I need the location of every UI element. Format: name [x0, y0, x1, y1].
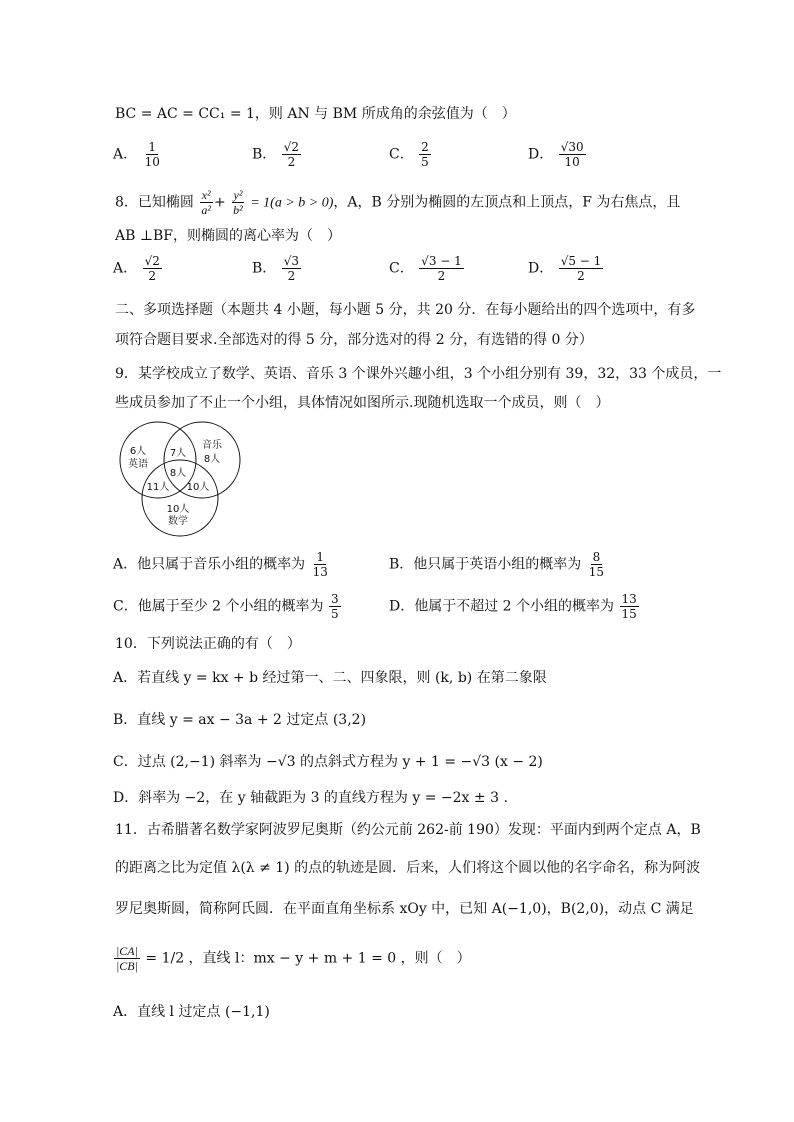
- english-name: 英语: [128, 459, 148, 470]
- fraction: $\frac{√3 - 1}{2}$: [421, 254, 462, 283]
- ratio-fraction: $\frac{|CA|}{|CB|}$: [116, 944, 138, 973]
- q11-stem-2: 的距离之比为定值 λ(λ ≠ 1) 的点的轨迹是圆．后来，人们将这个圆以他的名字命名，称为阿波: [115, 860, 701, 876]
- q9-stem: 9．某学校成立了数学、英语、音乐 3 个课外兴趣小组，3 个小组分别有 39，32，33 个成员，一: [115, 366, 722, 382]
- q9-option-c[interactable]: C．他属于至少 2 个小组的概率为 $\frac{3}{5}$: [113, 592, 339, 621]
- section2-heading-cont: 项符合题目要求.全部选对的得 5 分，部分选对的得 2 分，有选错的得 0 分）: [115, 332, 593, 348]
- ellipse-y-term: $\frac{\text{y²}}{\text{b²}}$: [233, 188, 243, 217]
- venn-diagram: [118, 420, 258, 540]
- q7-option-c[interactable]: [389, 140, 432, 169]
- q9-option-a[interactable]: A．他只属于音乐小组的概率为 $\frac{1}{13}$: [113, 550, 328, 579]
- fraction: $\frac{√30}{10}$: [560, 140, 584, 169]
- q8-stem-cont: AB ⊥BF，则椭圆的离心率为（ ）: [115, 228, 342, 244]
- option-label: A．: [113, 146, 138, 163]
- q8-option-a[interactable]: A． $\frac{√2}{2}$: [113, 254, 160, 283]
- ellipse-x-term: $\frac{\text{x²}}{\text{a²}}$: [201, 188, 211, 217]
- q11-option-a[interactable]: A．直线 l 过定点 (−1,1): [113, 1004, 270, 1020]
- english-math-count: 11人: [146, 482, 170, 493]
- q9-stem-cont: 些成员参加了不止一个小组，具体情况如图所示.现随机选取一个成员，则（ ）: [115, 395, 610, 411]
- q10-stem: 10．下列说法正确的有（ ）: [115, 636, 301, 652]
- q7-option-b[interactable]: [252, 140, 302, 169]
- q7-stem: BC = AC = CC₁ = 1，则 AN 与 BM 所成角的余弦值为（ ）: [115, 106, 516, 122]
- option-label: C．: [389, 146, 414, 163]
- q10-option-b[interactable]: B．直线 y = ax − 3a + 2 过定点 (3,2): [113, 712, 367, 728]
- q9-option-b[interactable]: B．他只属于英语小组的概率为 $\frac{8}{15}$: [389, 550, 605, 579]
- math-count: 10人: [166, 504, 190, 515]
- fraction: $\frac{2}{5}$: [421, 140, 429, 169]
- q7-option-a[interactable]: [113, 140, 163, 169]
- q11-stem-4: $\frac{|CA|}{|CB|}$ = 1/2 ，直线 l：mx − y + m + 1 = 0 ，则（ ）: [116, 944, 471, 973]
- music-math-count: 10人: [186, 482, 210, 493]
- q10-option-a[interactable]: A．若直线 y = kx + b 经过第一、二、四象限，则 (k, b) 在第二象限: [113, 670, 547, 686]
- fraction: $\frac{13}{15}$: [621, 592, 637, 621]
- fraction: $\frac{3}{5}$: [330, 592, 339, 621]
- fraction: $\frac{√2}{2}$: [144, 254, 160, 283]
- fraction: $\frac{√5 - 1}{2}$: [560, 254, 602, 283]
- option-label: D．: [528, 146, 554, 163]
- fraction: $\frac{8}{15}$: [588, 550, 605, 579]
- q8-option-d[interactable]: D． $\frac{√5 - 1}{2}$: [528, 254, 602, 283]
- q10-option-d[interactable]: D．斜率为 −2，在 y 轴截距为 3 的直线方程为 y = −2x ± 3 .: [113, 790, 508, 806]
- q8-stem: 8．已知椭圆 $\frac{\text{x²}}{\text{a²}}$ + $\frac{\text{y²}}{\text{b²}}$ = 1(a > b > 0)，A，B 分别为椭圆的左顶点和上顶点，F 为右焦点，且: [115, 188, 681, 217]
- music-name: 音乐: [202, 440, 222, 451]
- q8-option-c[interactable]: C． $\frac{√3 - 1}{2}$: [389, 254, 462, 283]
- section2-heading: 二、多项选择题（本题共 4 小题，每小题 5 分，共 20 分．在每小题给出的四个选项中，有多: [115, 302, 696, 318]
- music-count: 8人: [203, 454, 221, 465]
- q8-option-b[interactable]: B． $\frac{√3}{2}$: [252, 254, 300, 283]
- math-name: 数学: [168, 516, 188, 527]
- english-count: 6人: [129, 446, 147, 457]
- option-label: B．: [252, 146, 277, 163]
- q10-option-c[interactable]: C．过点 (2,−1) 斜率为 −√3 的点斜式方程为 y + 1 = −√3 (x − 2): [113, 754, 543, 770]
- fraction: $\frac{√2}{2}$: [283, 140, 300, 169]
- q9-option-d[interactable]: D．他属于不超过 2 个小组的概率为 $\frac{13}{15}$: [389, 592, 637, 621]
- fraction: $\frac{1}{10}$: [144, 140, 160, 169]
- fraction: $\frac{√3}{2}$: [283, 254, 300, 283]
- q11-stem: 11．古希腊著名数学家阿波罗尼奥斯（约公元前 262-前 190）发现：平面内到两个定点 A，B: [115, 822, 701, 838]
- q7-option-d[interactable]: [528, 140, 587, 169]
- q11-stem-3: 罗尼奥斯圆，简称阿氏圆．在平面直角坐标系 xOy 中，已知 A(−1,0)，B(2,0)，动点 C 满足: [115, 901, 694, 917]
- english-music-count: 7人: [169, 448, 187, 459]
- fraction: $\frac{1}{13}$: [312, 550, 328, 579]
- all-three-count: 8人: [169, 468, 187, 479]
